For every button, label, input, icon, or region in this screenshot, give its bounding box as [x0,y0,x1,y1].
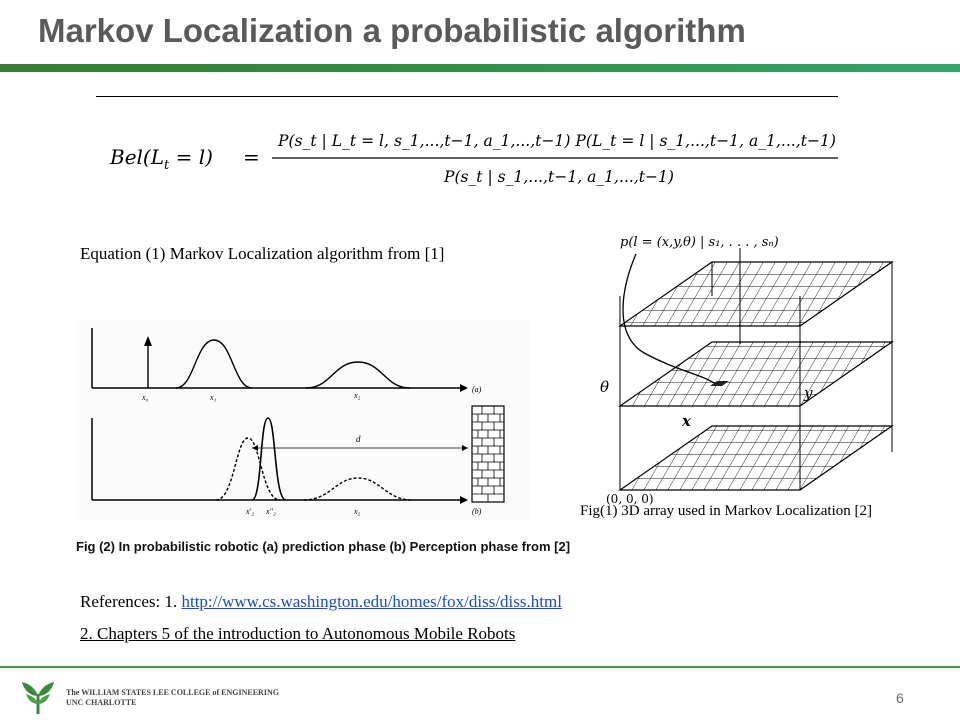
references-label: References: 1. [80,592,182,611]
college-name [66,688,279,708]
plot-a-label-a: (a) [472,385,482,394]
equation-lhs: $Bel(L_t = l)$ [110,145,213,173]
title-underline-bar [0,64,960,72]
plot-a-label-x1: x₁ [210,393,217,402]
fig2-probability-plots [76,320,530,520]
equation-caption: Equation (1) Markov Localization algorithm from [1] [80,244,445,263]
college-name-line-1: The WILLIAM STATES LEE COLLEGE of ENGINEERING [66,688,279,697]
page-number: 6 [896,690,904,706]
equation-equals: = [243,145,260,169]
plot-a-label-x2: x₂ [354,391,361,400]
reference-item-2: 2. Chapters 5 of the introduction to Autonomous Mobile Robots [80,624,516,643]
plot-b-label-x2-prime: x'₂ [246,507,255,516]
grid-layer-middle [620,342,892,406]
college-logo-icon [20,680,56,716]
footer-divider [0,666,960,668]
plot-a-label-x0: x₀ [142,393,149,402]
axis-theta-label: θ [600,378,610,396]
grid-layer-bottom [620,426,892,490]
reference-link-1[interactable]: http://www.cs.washington.edu/homes/fox/diss/diss.html [181,592,562,611]
fig2-caption: Fig (2) In probabilistic robotic (a) prediction phase (b) Perception phase from [2] [76,539,571,554]
fig1-3d-grid [592,226,897,506]
grid-layer-top [620,262,892,326]
fig1-caption: Fig(1) 3D array used in Markov Localization [2] [580,503,872,519]
slide-title: Markov Localization a probabilistic algorithm [38,12,746,49]
references-line-1 [80,592,562,612]
equation-numerator: P(s_t | L_t = l, s_1,...,t−1, a_1,...,t−1) P(L_t = l | s_1,...,t−1, a_1,...,t−1) [277,131,836,150]
plot-b-label-b: (b) [472,507,482,516]
origin-label: (0, 0, 0) [606,492,654,506]
distance-d-label: d [356,434,361,444]
equation-denominator: P(s_t | s_1,...,t−1, a_1,...,t−1) [443,167,674,186]
markov-equation [100,118,845,190]
axis-x-label: x [682,412,691,430]
plot-background [76,320,530,520]
plot-b-label-x2: x₂ [354,507,361,516]
brick-wall [472,406,504,502]
equation-top-rule [96,96,838,97]
axis-y-label: y [804,384,813,402]
plot-b-label-x2-doubleprime: x''₂ [266,507,276,516]
college-name-line-2: UNC CHARLOTTE [66,698,137,707]
fig1-probability-label: p(l = (x,y,θ) | s₁, . . . , sₙ) [620,235,779,250]
